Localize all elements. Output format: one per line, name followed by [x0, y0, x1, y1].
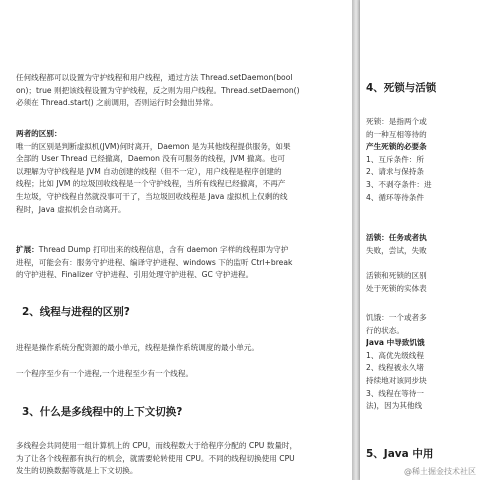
- text-line: 活锁和死锁的区别: [366, 271, 427, 280]
- text-line: 进程，可能会有：服务守护进程、编译守护进程、windows 下的监听 Ctrl+break: [16, 257, 293, 267]
- text-line: 活锁：任务或者执: [366, 233, 427, 242]
- text-line: on)；true 则把该线程设置为守护线程，反之则为用户线程。Thread.setDaemon(): [16, 85, 300, 95]
- text-line: 2、线程被永久堵: [366, 363, 424, 373]
- text-line: 多线程会共同使用一组计算机上的 CPU，而线程数大于给程序分配的 CPU 数量时，: [16, 441, 298, 450]
- text-line: 死锁：是指两个或: [366, 117, 427, 126]
- text-line: 1、互斥条件：所: [366, 154, 424, 164]
- text-line: 2、请求与保持条: [366, 167, 424, 177]
- text-line: 3、不剥夺条件：进: [366, 179, 432, 189]
- text-line: 饥饿：一个或者多: [366, 313, 427, 322]
- starvation-paragraph: [366, 312, 480, 413]
- text-line: 失败，尝试，失败: [366, 245, 427, 255]
- intro-paragraph: [16, 72, 346, 110]
- process-paragraph-2: 一个程序至少有一个进程,一个进程至少有一个线程。: [16, 369, 194, 378]
- section-heading-5: 5、Java 中用: [366, 448, 434, 460]
- difference-heading: 两者的区别：: [16, 129, 62, 138]
- section-heading-3: 3、什么是多线程中的上下文切换?: [22, 406, 183, 418]
- text-line: 4、循环等待条件: [366, 192, 424, 202]
- livelock-paragraph: [366, 232, 480, 257]
- right-page: [360, 0, 480, 480]
- text-line: 程时，Java 虚拟机会自动离开。: [16, 204, 126, 214]
- text-line: 生垃圾，守护线程自然就没事可干了，当垃圾回收线程是 Java 虚拟机上仅剩的线: [16, 191, 288, 201]
- text-line: 行的状态。: [366, 325, 404, 335]
- text-line: 法)，因为其他线: [366, 401, 423, 411]
- extension-paragraph: [16, 244, 346, 282]
- starvation-heading: Java 中导致饥饿: [366, 338, 425, 348]
- text-line: 唯一的区别是判断虚拟机(JVM)何时离开，Daemon 是为其他线程提供服务，如果: [16, 141, 291, 151]
- text-line: 线程；比如 JVM 的垃圾回收线程是一个守护线程，当所有线程已经撤离，不再产: [16, 179, 286, 189]
- text-line: 持续地对该同步块: [366, 375, 427, 385]
- text-line: 发生的切换数据等就是上下文切换。: [16, 466, 138, 476]
- text-line: 3、线程在等待一: [366, 388, 424, 398]
- text-line: 全部的 User Thread 已经撤离，Daemon 没有可服务的线程，JVM 撤离。也可: [16, 154, 286, 164]
- section-heading-2: 2、线程与进程的区别?: [22, 306, 130, 318]
- text-line: 1、高优先级线程: [366, 350, 424, 360]
- text-line: 任何线程都可以设置为守护线程和用户线程，通过方法 Thread.setDaemon(bool: [16, 73, 293, 82]
- difference-paragraph-right: [366, 270, 480, 295]
- text-line: 的一种互相等待的: [366, 129, 427, 139]
- text-line: 的守护进程、Finalizer 守护进程、引用处理守护进程、GC 守护进程。: [16, 270, 254, 280]
- extension-heading: 扩展：: [16, 245, 39, 254]
- conditions-heading: 产生死锁的必要条: [366, 142, 427, 152]
- context-switch-paragraph: [16, 440, 346, 478]
- text-line: 处于死锁的实体表: [366, 283, 427, 293]
- deadlock-paragraph: [366, 116, 480, 204]
- text-line: 必须在 Thread.start() 之前调用，否则运行时会抛出异常。: [16, 98, 218, 108]
- book-gutter: [352, 0, 360, 480]
- text-line: Thread Dump 打印出来的线程信息，含有 daemon 字样的线程即为守护: [38, 245, 289, 254]
- text-line: 以理解为守护线程是 JVM 自动创建的线程（但不一定），用户线程是程序创建的: [16, 166, 282, 176]
- text-line: 为了让各个线程都有执行的机会，就需要轮转使用 CPU。不同的线程切换使用 CPU: [16, 453, 295, 463]
- section-heading-4: 4、死锁与活锁: [366, 82, 437, 94]
- watermark-text: @稀土掘金技术社区: [404, 467, 476, 476]
- difference-paragraph: [16, 128, 346, 216]
- process-paragraph: 进程是操作系统分配资源的最小单元，线程是操作系统调度的最小单元。: [16, 343, 259, 352]
